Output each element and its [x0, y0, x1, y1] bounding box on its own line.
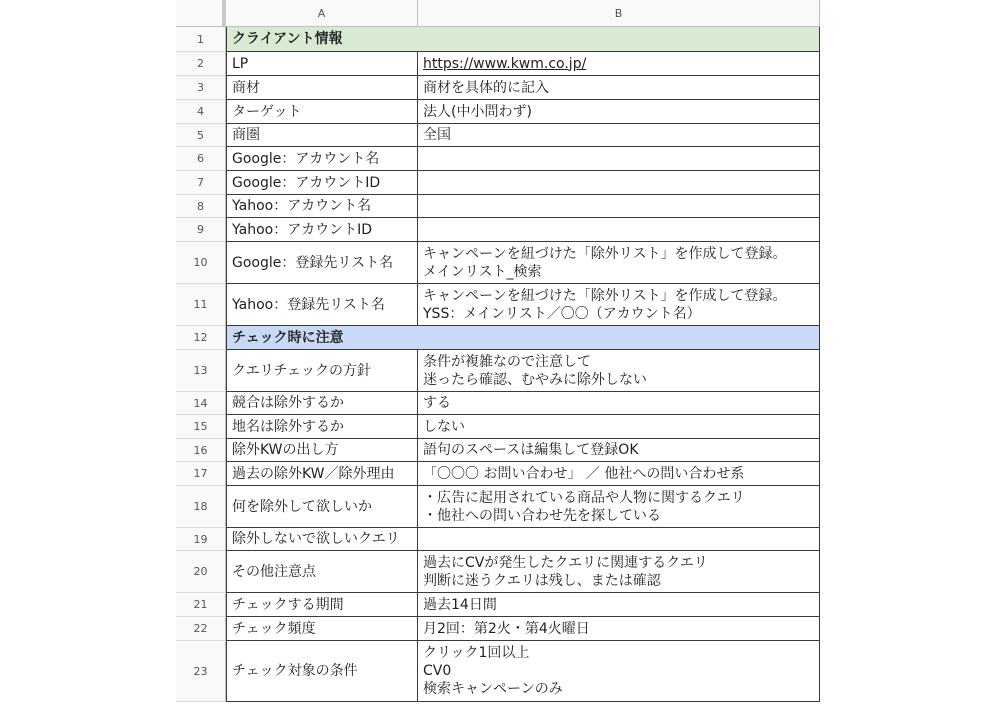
- value-cell[interactable]: 「〇〇〇 お問い合わせ」 ／ 他社への問い合わせ系: [418, 462, 820, 486]
- table-row: [176, 593, 820, 617]
- row-number[interactable]: 19: [176, 528, 226, 551]
- label-cell[interactable]: 競合は除外するか: [226, 392, 418, 415]
- table-row: [176, 52, 820, 76]
- row-number[interactable]: 22: [176, 617, 226, 641]
- value-cell[interactable]: [418, 171, 820, 195]
- value-line: ・広告に起用されている商品や人物に関するクエリ: [423, 489, 745, 506]
- label-cell[interactable]: チェックする期間: [226, 593, 418, 617]
- value-cell[interactable]: [418, 551, 820, 593]
- table-row: [176, 147, 820, 171]
- value-cell[interactable]: [418, 350, 820, 392]
- label-cell[interactable]: 地名は除外するか: [226, 415, 418, 439]
- row-number[interactable]: 18: [176, 486, 226, 528]
- row-number[interactable]: 8: [176, 195, 226, 218]
- row-number[interactable]: 4: [176, 100, 226, 124]
- table-row: [176, 76, 820, 100]
- table-row: [176, 218, 820, 242]
- row-number[interactable]: 16: [176, 439, 226, 462]
- value-cell[interactable]: 商材を具体的に記入: [418, 76, 820, 100]
- row-number[interactable]: 15: [176, 415, 226, 439]
- label-cell[interactable]: チェック頻度: [226, 617, 418, 641]
- row-number[interactable]: 12: [176, 326, 226, 350]
- table-row: [176, 551, 820, 593]
- value-line: 検索キャンペーンのみ: [423, 681, 563, 697]
- table-row: [176, 171, 820, 195]
- table-row: [176, 124, 820, 147]
- label-cell[interactable]: Yahoo：登録先リスト名: [226, 284, 418, 326]
- label-cell[interactable]: 過去の除外KW／除外理由: [226, 462, 418, 486]
- value-cell[interactable]: [418, 52, 820, 76]
- value-cell[interactable]: [418, 284, 820, 326]
- label-cell[interactable]: クエリチェックの方針: [226, 350, 418, 392]
- value-cell[interactable]: [418, 486, 820, 528]
- row-number[interactable]: 14: [176, 392, 226, 415]
- row-number[interactable]: 3: [176, 76, 226, 100]
- value-line: キャンペーンを紐づけた「除外リスト」を作成して登録。: [423, 245, 787, 262]
- column-header-b[interactable]: B: [418, 0, 820, 26]
- row-number[interactable]: 5: [176, 124, 226, 147]
- value-cell[interactable]: 語句のスペースは編集して登録OK: [418, 439, 820, 462]
- value-line: キャンペーンを紐づけた「除外リスト」を作成して登録。: [423, 287, 787, 304]
- value-cell[interactable]: する: [418, 392, 820, 415]
- label-cell[interactable]: Google：登録先リスト名: [226, 242, 418, 284]
- row-number[interactable]: 2: [176, 52, 226, 76]
- table-row: [176, 415, 820, 439]
- section-header-cell[interactable]: クライアント情報: [226, 27, 820, 52]
- value-cell[interactable]: しない: [418, 415, 820, 439]
- table-row: [176, 641, 820, 702]
- spreadsheet: [176, 0, 820, 702]
- row-number[interactable]: 6: [176, 147, 226, 171]
- label-cell[interactable]: その他注意点: [226, 551, 418, 593]
- row-number[interactable]: 7: [176, 171, 226, 195]
- label-cell[interactable]: 何を除外して欲しいか: [226, 486, 418, 528]
- value-line: メインリスト_検索: [423, 263, 542, 280]
- value-cell[interactable]: [418, 242, 820, 284]
- value-cell[interactable]: 過去14日間: [418, 593, 820, 617]
- value-cell[interactable]: 全国: [418, 124, 820, 147]
- value-line: CV0: [423, 663, 452, 679]
- row-number[interactable]: 13: [176, 350, 226, 392]
- table-row: [176, 528, 820, 551]
- value-cell[interactable]: [418, 641, 820, 702]
- label-cell[interactable]: 商材: [226, 76, 418, 100]
- value-line: クリック1回以上: [423, 645, 530, 661]
- value-line: 判断に迷うクエリは残し、または確認: [423, 572, 661, 589]
- table-row: [176, 195, 820, 218]
- row-number[interactable]: 20: [176, 551, 226, 593]
- label-cell[interactable]: Google：アカウント名: [226, 147, 418, 171]
- label-cell[interactable]: Google：アカウントID: [226, 171, 418, 195]
- value-cell[interactable]: 月2回：第2火・第4火曜日: [418, 617, 820, 641]
- value-line: ・他社への問い合わせ先を探している: [423, 507, 661, 524]
- label-cell[interactable]: 除外しないで欲しいクエリ: [226, 528, 418, 551]
- lp-url-link[interactable]: https://www.kwm.co.jp/: [423, 55, 587, 72]
- label-cell[interactable]: チェック対象の条件: [226, 641, 418, 702]
- value-cell[interactable]: [418, 147, 820, 171]
- table-row: [176, 392, 820, 415]
- select-all-corner[interactable]: [176, 0, 226, 26]
- label-cell[interactable]: 除外KWの出し方: [226, 439, 418, 462]
- table-row: [176, 284, 820, 326]
- value-line: 過去にCVが発生したクエリに関連するクエリ: [423, 554, 708, 571]
- value-line: 条件が複雑なので注意して: [423, 353, 591, 370]
- table-row: [176, 617, 820, 641]
- row-number[interactable]: 1: [176, 27, 226, 52]
- value-line: YSS：メインリスト／〇〇（アカウント名）: [423, 305, 701, 322]
- value-line: 迷ったら確認、むやみに除外しない: [423, 371, 647, 388]
- table-row: [176, 439, 820, 462]
- row-number[interactable]: 10: [176, 242, 226, 284]
- table-row: [176, 486, 820, 528]
- label-cell[interactable]: Yahoo：アカウント名: [226, 195, 418, 218]
- table-row: [176, 326, 820, 350]
- column-header-a[interactable]: A: [226, 0, 418, 26]
- row-number[interactable]: 9: [176, 218, 226, 242]
- table-row: [176, 100, 820, 124]
- row-number[interactable]: 21: [176, 593, 226, 617]
- value-cell[interactable]: [418, 195, 820, 218]
- label-cell[interactable]: LP: [226, 52, 418, 76]
- row-number[interactable]: 11: [176, 284, 226, 326]
- table-row: [176, 462, 820, 486]
- table-row: [176, 350, 820, 392]
- row-number[interactable]: 17: [176, 462, 226, 486]
- value-cell[interactable]: [418, 528, 820, 551]
- label-cell[interactable]: 商圏: [226, 124, 418, 147]
- value-cell[interactable]: 法人(中小問わず): [418, 100, 820, 124]
- label-cell[interactable]: Yahoo：アカウントID: [226, 218, 418, 242]
- table-row: [176, 27, 820, 52]
- table-row: [176, 242, 820, 284]
- label-cell[interactable]: ターゲット: [226, 100, 418, 124]
- row-number[interactable]: 23: [176, 641, 226, 702]
- section-header-cell[interactable]: チェック時に注意: [226, 326, 820, 350]
- column-header-row: [176, 0, 820, 27]
- value-cell[interactable]: [418, 218, 820, 242]
